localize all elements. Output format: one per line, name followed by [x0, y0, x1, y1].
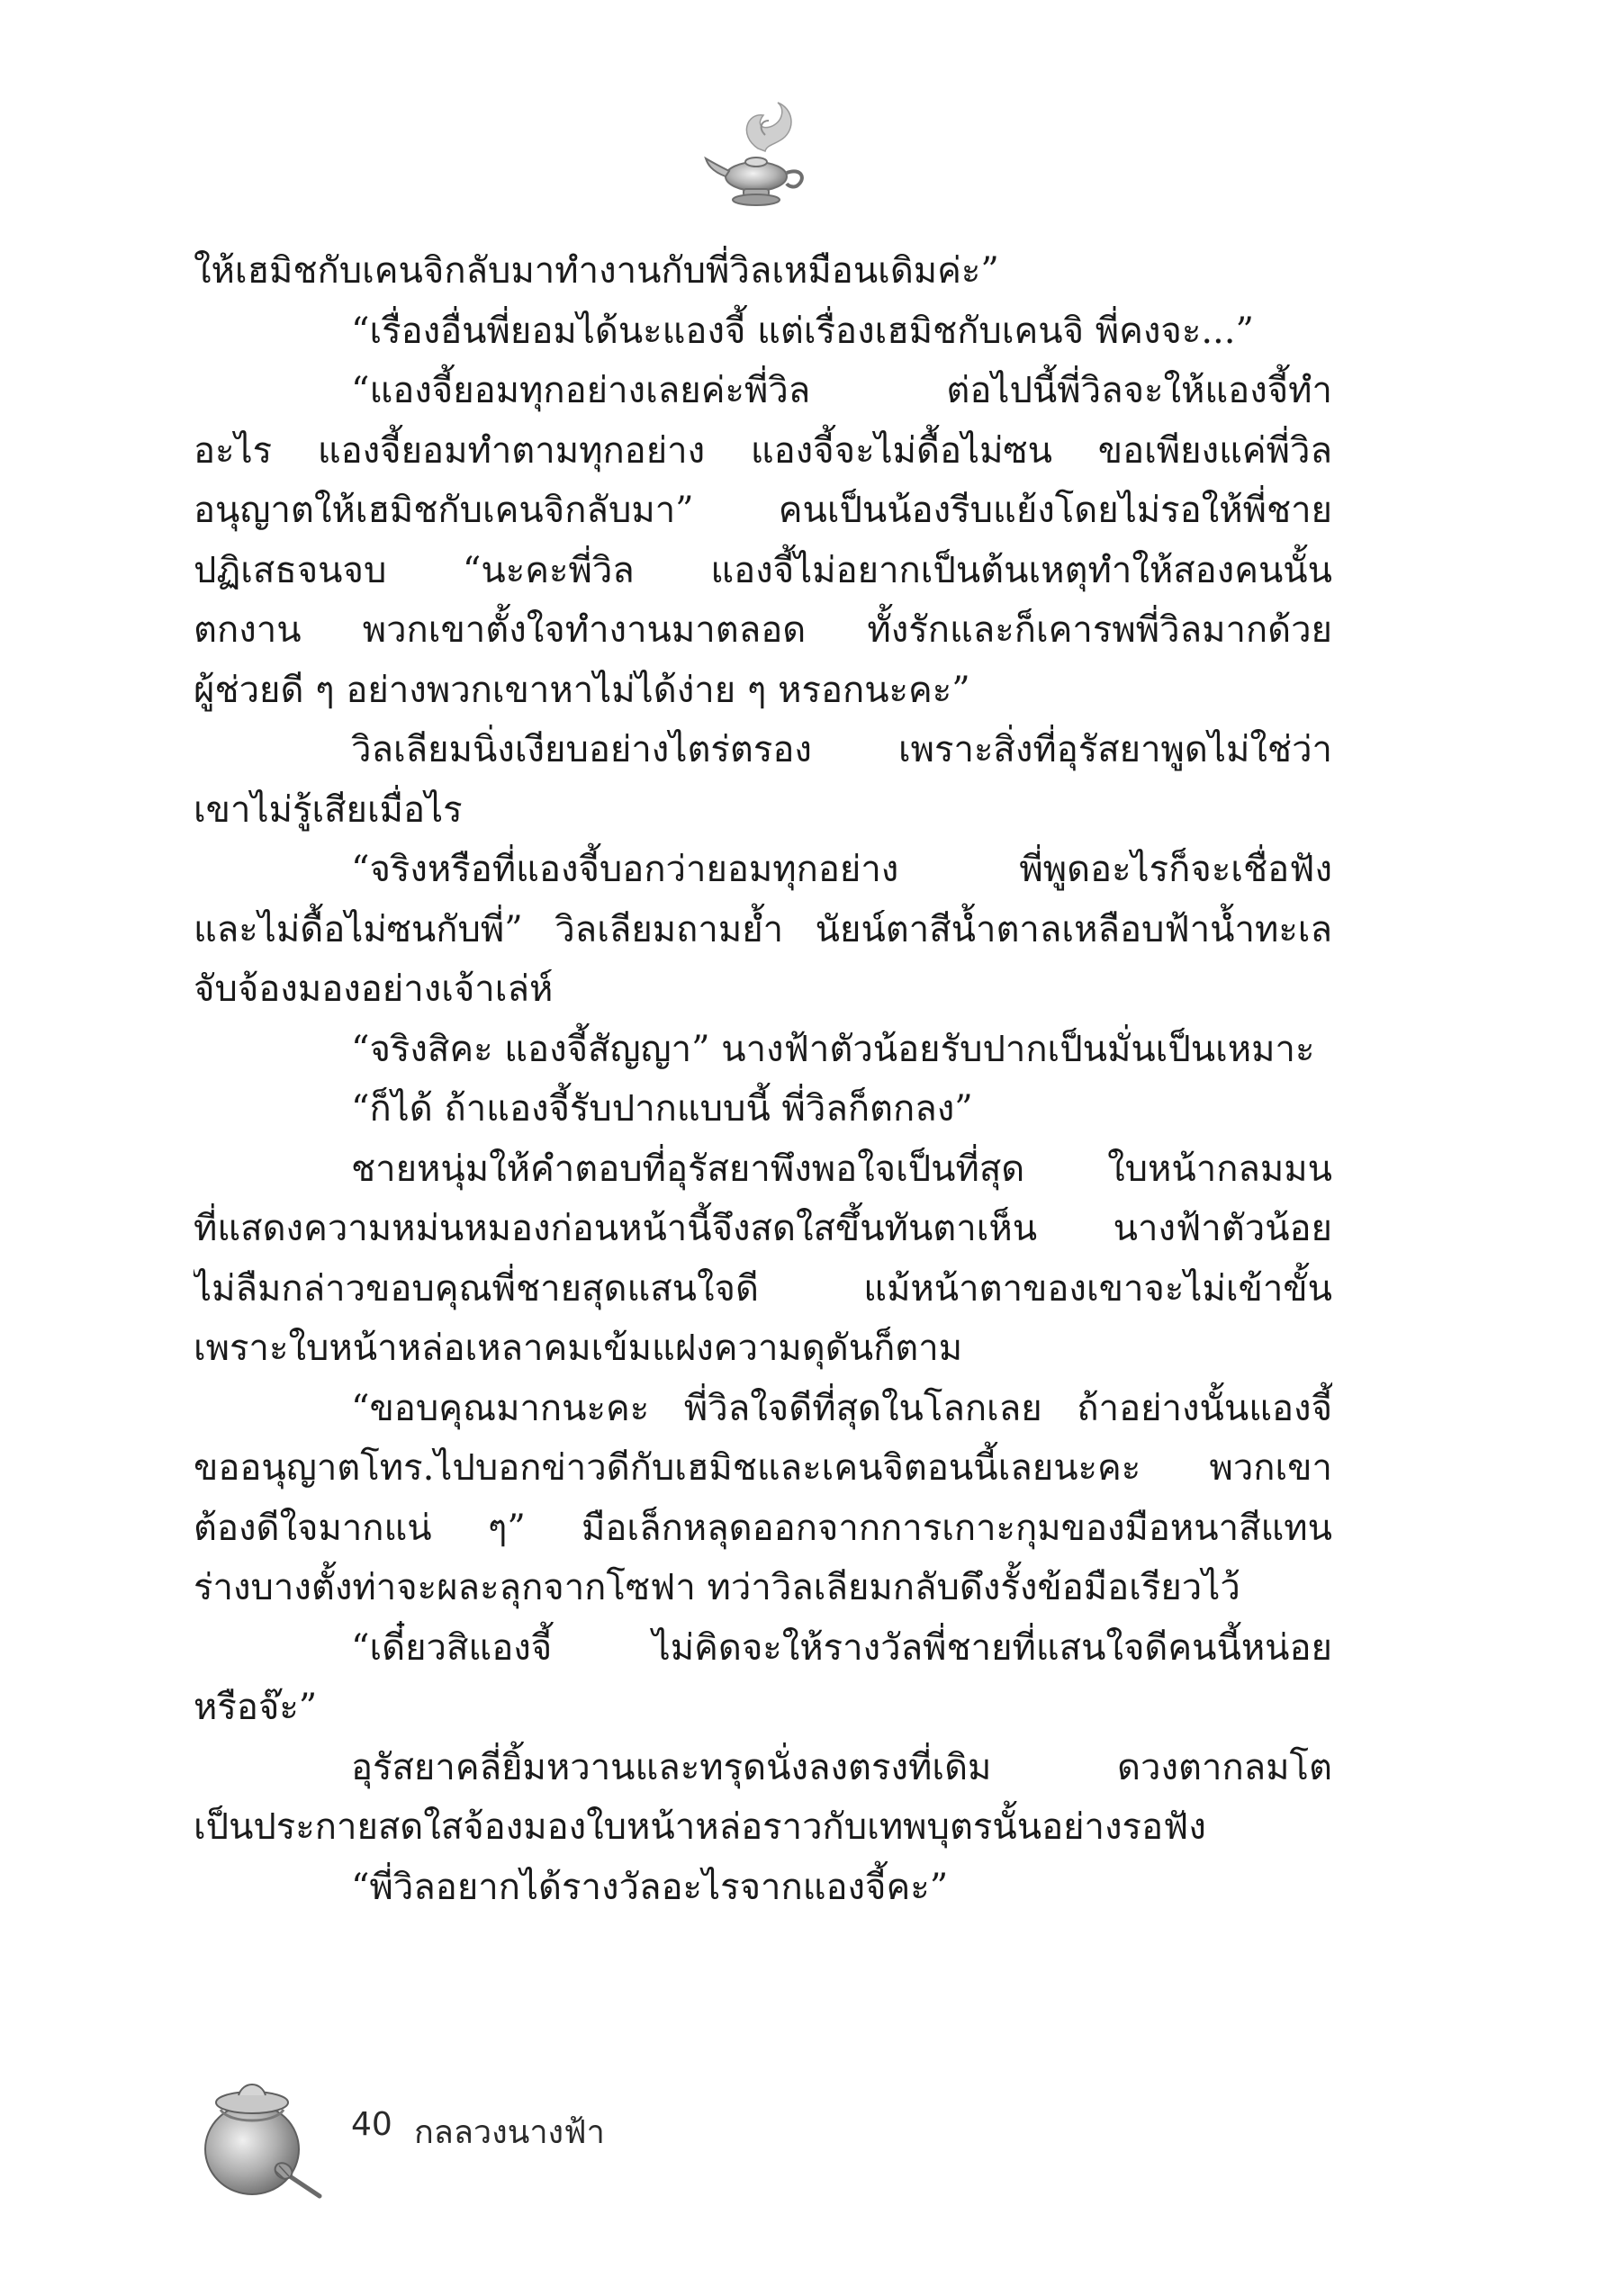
text-line: หรือจ๊ะ” — [194, 1687, 318, 1728]
text-line: วิลเลียมนิ่งเงียบอย่างไตร่ตรอง เพราะสิ่งที่อุรัสยาพูดไม่ใช่ว่า — [351, 729, 1332, 770]
text-line: ให้เฮมิชกับเคนจิกลับมาทำงานกับพี่วิลเหมือนเดิมค่ะ” — [194, 250, 999, 292]
paragraph — [194, 1858, 1332, 1918]
paragraph — [194, 840, 1332, 1020]
text-line: ที่แสดงความหม่นหมองก่อนหน้านี้จึงสดใสขึ้นทันตาเห็น นางฟ้าตัวน้อย — [194, 1208, 1332, 1249]
paragraph — [194, 361, 1332, 720]
magic-lamp-icon — [702, 99, 819, 216]
paragraph — [194, 302, 1332, 362]
text-line: “พี่วิลอยากได้รางวัลอะไรจากแองจี้คะ” — [351, 1866, 949, 1908]
text-line: “จริงหรือที่แองจี้บอกว่ายอมทุกอย่าง พี่พูดอะไรก็จะเชื่อฟัง — [351, 849, 1332, 890]
text-line: อุรัสยาคลี่ยิ้มหวานและทรุดนั่งลงตรงที่เดิม ดวงตากลมโต — [351, 1746, 1332, 1788]
text-line: อนุญาตให้เฮมิชกับเคนจิกลับมา” คนเป็นน้องรีบแย้งโดยไม่รอให้พี่ชาย — [194, 490, 1332, 531]
text-line: ตกงาน พวกเขาตั้งใจทำงานมาตลอด ทั้งรักและก็เคารพพี่วิลมากด้วย — [194, 609, 1332, 651]
text-line: ไม่ลืมกล่าวขอบคุณพี่ชายสุดแสนใจดี แม้หน้าตาของเขาจะไม่เข้าขั้น — [194, 1267, 1332, 1310]
paragraph — [194, 1139, 1332, 1379]
text-line: “เรื่องอื่นพี่ยอมได้นะแองจี้ แต่เรื่องเฮมิชกับเคนจิ พี่คงจะ...” — [351, 310, 1254, 352]
paragraph — [194, 241, 1332, 302]
paragraph — [194, 1020, 1332, 1080]
text-line: เพราะใบหน้าหล่อเหลาคมเข้มแฝงความดุดันก็ตาม — [194, 1328, 963, 1369]
text-line: อะไร แองจี้ยอมทำตามทุกอย่าง แองจี้จะไม่ดื้อไม่ซน ขอเพียงแค่พี่วิล — [194, 429, 1332, 472]
text-line: ผู้ช่วยดี ๆ อย่างพวกเขาหาไม่ได้ง่าย ๆ หรอกนะคะ” — [194, 669, 970, 711]
page-number: 40 — [351, 2106, 392, 2143]
paragraph — [194, 1379, 1332, 1618]
text-line: “ก็ได้ ถ้าแองจี้รับปากแบบนี้ พี่วิลก็ตกลง” — [351, 1088, 973, 1130]
paragraph — [194, 1079, 1332, 1139]
text-line: เขาไม่รู้เสียเมื่อไร — [194, 788, 463, 831]
honey-pot-icon — [194, 2070, 329, 2205]
book-title: กลลวงนางฟ้า — [414, 2114, 605, 2151]
text-line: ร่างบางตั้งท่าจะผละลุกจากโซฟา ทว่าวิลเลียมกลับดึงรั้งข้อมือเรียวไว้ — [194, 1567, 1240, 1608]
text-line: และไม่ดื้อไม่ซนกับพี่” วิลเลียมถามย้ำ นัยน์ตาสีน้ำตาลเหลือบฟ้าน้ำทะเล — [194, 908, 1332, 950]
text-line: ปฏิเสธจนจบ “นะคะพี่วิล แองจี้ไม่อยากเป็นต้นเหตุทำให้สองคนนั้น — [194, 549, 1332, 591]
text-line: จับจ้องมองอย่างเจ้าเล่ห์ — [194, 968, 554, 1010]
text-line: ขออนุญาตโทร.ไปบอกข่าวดีกับเฮมิชและเคนจิตอนนี้เลยนะคะ พวกเขา — [194, 1447, 1332, 1489]
text-line: ต้องดีใจมากแน่ ๆ” มือเล็กหลุดออกจากการเกาะกุมของมือหนาสีแทน — [194, 1507, 1332, 1549]
paragraph — [194, 1738, 1332, 1858]
text-line: “แองจี้ยอมทุกอย่างเลยค่ะพี่วิล ต่อไปนี้พี่วิลจะให้แองจี้ทำ — [351, 370, 1332, 411]
text-line: “เดี๋ยวสิแองจี้ ไม่คิดจะให้รางวัลพี่ชายที่แสนใจดีคนนี้หน่อย — [351, 1626, 1332, 1669]
text-line: ชายหนุ่มให้คำตอบที่อุรัสยาพึงพอใจเป็นที่สุด ใบหน้ากลมมน — [351, 1148, 1332, 1190]
text-line: “จริงสิคะ แองจี้สัญญา” นางฟ้าตัวน้อยรับปากเป็นมั่นเป็นเหมาะ — [351, 1028, 1315, 1070]
page-footer — [194, 2070, 734, 2205]
text-line: เป็นประกายสดใสจ้องมองใบหน้าหล่อราวกับเทพบุตรนั้นอย่างรอฟัง — [194, 1806, 1206, 1848]
paragraph — [194, 720, 1332, 840]
body-text — [194, 241, 1332, 1917]
text-line: “ขอบคุณมากนะคะ พี่วิลใจดีที่สุดในโลกเลย ถ้าอย่างนั้นแองจี้ — [351, 1387, 1332, 1429]
paragraph — [194, 1618, 1332, 1738]
